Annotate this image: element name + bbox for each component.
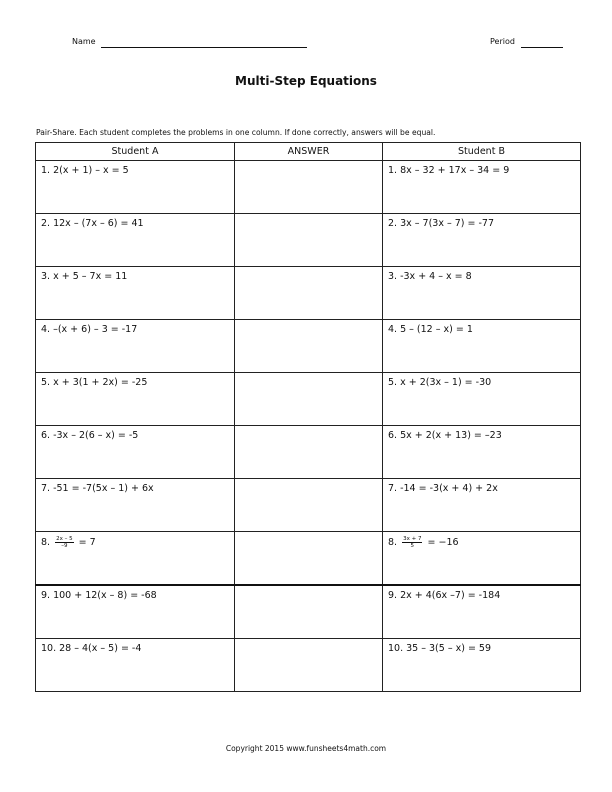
student-a-problem [36,214,235,267]
copyright-footer: Copyright 2015 www.funsheets4math.com [225,744,387,753]
problem-text: 6. -3x – 2(6 – x) = -5 [41,430,139,441]
student-a-problem [36,639,235,692]
student-a-problem [36,426,235,479]
column-header-student-b: Student B [383,143,581,161]
problem-text: 4. 5 – (12 – x) = 1 [388,324,473,335]
answer-cell[interactable] [235,373,383,426]
problem-text: 5. x + 3(1 + 2x) = -25 [41,377,148,388]
answer-cell[interactable] [235,639,383,692]
problem-text: 10. 28 – 4(x – 5) = -4 [41,643,142,654]
student-b-problem [383,479,581,532]
problem-text: 5. x + 2(3x – 1) = -30 [388,377,492,388]
answer-cell[interactable] [235,426,383,479]
problem-text: 3. -3x + 4 – x = 8 [388,271,472,282]
fraction-denominator: 5 [410,543,415,549]
problem-text: 1. 8x – 32 + 17x – 34 = 9 [388,165,510,176]
fraction [55,536,74,549]
problem-text: 7. -14 = -3(x + 4) + 2x [388,483,498,494]
column-header-answer: ANSWER [235,143,383,161]
student-a-problem [36,320,235,373]
equation-rhs: = 7 [78,537,96,548]
name-blank-line[interactable] [101,47,307,48]
answer-cell[interactable] [235,214,383,267]
instructions-text: Pair-Share. Each student completes the problems in one column. If done correctly, answers will be equal. [36,128,436,137]
problem-text: 9. 2x + 4(6x –7) = -184 [388,590,501,601]
problem-fraction [36,532,234,549]
period-blank-line[interactable] [521,47,563,48]
table-row [36,585,581,639]
table-row [36,479,581,532]
problem-text: 4. –(x + 6) – 3 = -17 [41,324,138,335]
problem-text: 9. 100 + 12(x – 8) = -68 [41,590,157,601]
table-row [36,426,581,479]
student-a-problem [36,161,235,214]
table-row [36,532,581,586]
student-a-problem [36,585,235,639]
fraction-numerator: 3x + 7 [403,536,422,542]
problem-text: 3. x + 5 – 7x = 11 [41,271,128,282]
student-b-problem [383,373,581,426]
problem-number: 8. [41,537,51,548]
answer-cell[interactable] [235,267,383,320]
equations-table [35,142,581,692]
problem-text: 10. 35 – 3(5 – x) = 59 [388,643,492,654]
name-label: Name [72,37,96,46]
table-row [36,214,581,267]
student-a-problem [36,373,235,426]
table-row [36,267,581,320]
answer-cell[interactable] [235,585,383,639]
problem-text: 2. 12x – (7x – 6) = 41 [41,218,144,229]
table-row [36,161,581,214]
fraction-numerator: 2x – 5 [56,536,73,542]
fraction [402,536,422,549]
problem-text: 1. 2(x + 1) – x = 5 [41,165,129,176]
answer-cell[interactable] [235,320,383,373]
period-label: Period [490,37,515,46]
page-title: Multi-Step Equations [235,74,377,88]
problem-text: 7. -51 = -7(5x – 1) + 6x [41,483,154,494]
student-b-problem [383,426,581,479]
student-a-problem [36,532,235,586]
problem-text: 6. 5x + 2(x + 13) = –23 [388,430,502,441]
column-header-student-a: Student A [36,143,235,161]
student-b-problem [383,267,581,320]
equation-rhs: = −16 [427,537,459,548]
answer-cell[interactable] [235,479,383,532]
table-row [36,373,581,426]
student-b-problem [383,585,581,639]
student-header [0,37,612,51]
problem-number: 8. [388,537,398,548]
table-row [36,639,581,692]
student-b-problem [383,214,581,267]
answer-cell[interactable] [235,532,383,586]
problem-fraction [383,532,580,549]
fraction-denominator: –9 [61,543,68,549]
student-b-problem [383,532,581,586]
student-b-problem [383,161,581,214]
problem-text: 2. 3x – 7(3x – 7) = -77 [388,218,495,229]
student-a-problem [36,479,235,532]
student-b-problem [383,639,581,692]
table-row [36,320,581,373]
student-b-problem [383,320,581,373]
answer-cell[interactable] [235,161,383,214]
student-a-problem [36,267,235,320]
table-header-row [36,143,581,161]
